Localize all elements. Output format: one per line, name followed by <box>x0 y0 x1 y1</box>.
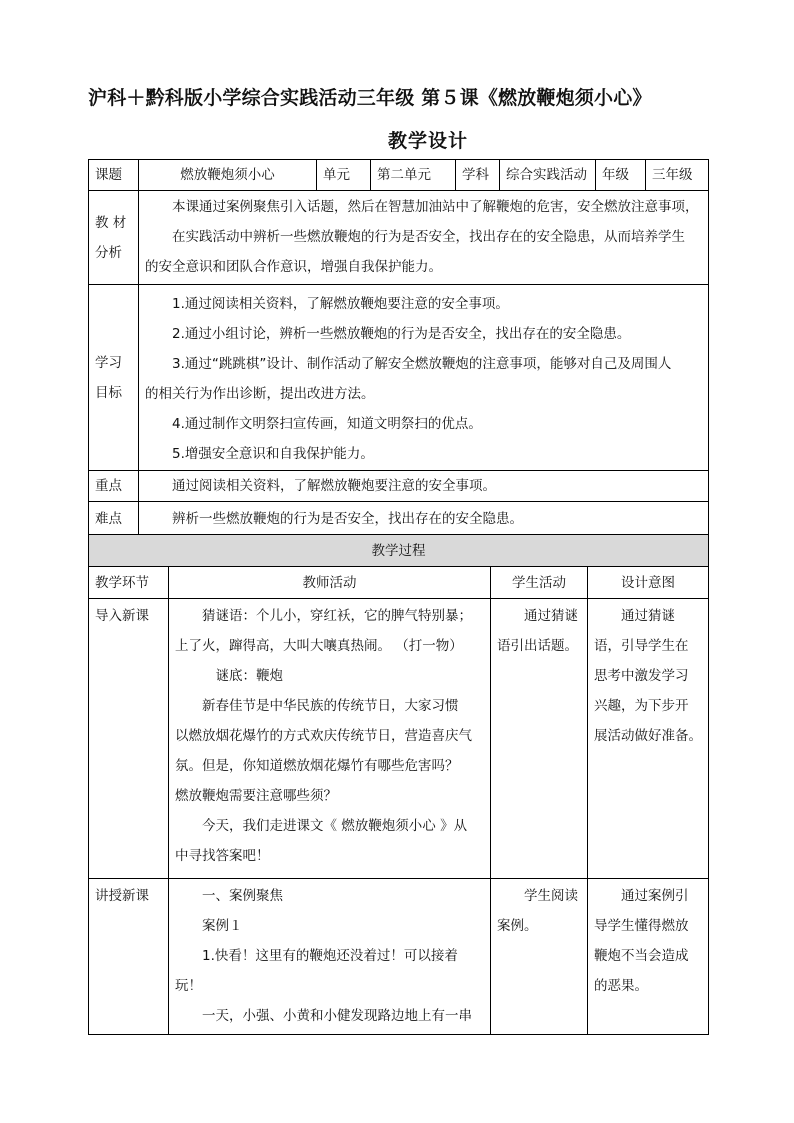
intent-line: 展活动做好准备。 <box>594 728 702 744</box>
student-cell <box>491 879 588 1035</box>
subject-value: 综合实践活动 <box>500 160 596 191</box>
col-stage-header: 教学环节 <box>89 567 169 599</box>
table-row <box>89 599 709 879</box>
document-title: 沪科＋黔科版小学综合实践活动三年级 第５课《燃放鞭炮须小心》 <box>88 87 652 109</box>
goals-label <box>89 285 139 471</box>
subject-label: 学科 <box>456 160 500 191</box>
table-row <box>89 879 709 1035</box>
goal-line: 5.增强安全意识和自我保护能力。 <box>172 446 374 462</box>
analysis-text <box>139 191 709 285</box>
teacher-line: 谜底：鞭炮 <box>215 668 283 684</box>
teacher-cell <box>169 879 491 1035</box>
intent-line: 通过案例引 <box>621 888 689 904</box>
analysis-label-line2: 分析 <box>95 244 122 261</box>
col-student-header: 学生活动 <box>491 567 588 599</box>
intent-cell <box>588 599 709 879</box>
analysis-line: 本课通过案例聚焦引入话题，然后在智慧加油站中了解鞭炮的危害，安全燃放注意事项， <box>172 199 699 215</box>
intent-line: 语，引导学生在 <box>594 638 689 654</box>
teacher-line: 案例１ <box>202 918 243 934</box>
intent-line: 的恶果。 <box>594 978 648 994</box>
teacher-line: 一天，小强、小黄和小健发现路边地上有一串 <box>202 1008 472 1024</box>
unit-value: 第二单元 <box>371 160 456 191</box>
goal-line: 4.通过制作文明祭扫宣传画，知道文明祭扫的优点。 <box>172 416 482 432</box>
grade-label: 年级 <box>596 160 646 191</box>
teacher-line: 今天，我们走进课文《 燃放鞭炮须小心 》从 <box>202 818 468 834</box>
intent-line: 思考中激发学习 <box>594 668 689 684</box>
col-teacher-header: 教师活动 <box>169 567 491 599</box>
stage-cell: 讲授新课 <box>89 879 169 1035</box>
teacher-line: 猜谜语：个儿小，穿红袄，它的脾气特别暴； <box>202 608 472 624</box>
intent-line: 鞭炮不当会造成 <box>594 948 689 964</box>
intent-line: 导学生懂得燃放 <box>594 918 689 934</box>
analysis-label <box>89 191 139 285</box>
goals-label-line1: 学习 <box>95 354 122 371</box>
student-line: 案例。 <box>497 918 538 934</box>
teacher-line: 上了火，蹿得高，大叫大嚷真热闹。 （打一物） <box>175 638 463 654</box>
col-intent-header: 设计意图 <box>588 567 709 599</box>
difficulty-text: 辨析一些燃放鞭炮的行为是否安全，找出存在的安全隐患。 <box>139 502 709 536</box>
teacher-cell <box>169 599 491 879</box>
goal-line: 的相关行为作出诊断，提出改进方法。 <box>145 386 375 402</box>
analysis-label-line1: 教 材 <box>95 214 127 231</box>
goals-label-line2: 目标 <box>95 384 122 401</box>
key-text: 通过阅读相关资料，了解燃放鞭炮要注意的安全事项。 <box>139 471 709 502</box>
teacher-line: 新春佳节是中华民族的传统节日，大家习惯 <box>202 698 459 714</box>
teacher-line: 氛。但是，你知道燃放烟花爆竹有哪些危害吗？ <box>175 758 459 774</box>
analysis-line: 的安全意识和团队合作意识，增强自我保护能力。 <box>145 259 442 275</box>
goals-text <box>139 285 709 471</box>
difficulty-label: 难点 <box>89 502 139 536</box>
course-value: 燃放鞭炮须小心 <box>139 160 317 191</box>
goal-line: 2.通过小组讨论，辨析一些燃放鞭炮的行为是否安全，找出存在的安全隐患。 <box>172 326 631 342</box>
student-line: 通过猜谜 <box>524 608 578 624</box>
document-subtitle: 教学设计 <box>388 130 469 152</box>
goal-line: 1.通过阅读相关资料，了解燃放鞭炮要注意的安全事项。 <box>172 296 509 312</box>
teacher-line: 玩！ <box>175 978 202 994</box>
goal-line: 3.通过“跳跳棋”设计、制作活动了解安全燃放鞭炮的注意事项，能够对自己及周围人 <box>172 356 672 372</box>
unit-label: 单元 <box>317 160 371 191</box>
intent-line: 兴趣，为下步开 <box>594 698 689 714</box>
teacher-line: 燃放鞭炮需要注意哪些须？ <box>175 788 337 804</box>
intent-line: 通过猜谜 <box>621 608 675 624</box>
teaching-process-table <box>88 534 709 1035</box>
student-cell <box>491 599 588 879</box>
teacher-line: 中寻找答案吧！ <box>175 848 270 864</box>
process-header: 教学过程 <box>89 535 709 567</box>
teacher-line: 以燃放烟花爆竹的方式欢庆传统节日，营造喜庆气 <box>175 728 472 744</box>
student-line: 学生阅读 <box>524 888 578 904</box>
teacher-line: 一、案例聚焦 <box>202 888 283 904</box>
student-line: 语引出话题。 <box>497 638 578 654</box>
teacher-line: 1.快看！这里有的鞭炮还没着过！可以接着 <box>202 948 458 964</box>
key-label: 重点 <box>89 471 139 502</box>
lesson-info-table <box>88 159 709 536</box>
analysis-line: 在实践活动中辨析一些燃放鞭炮的行为是否安全，找出存在的安全隐患，从而培养学生 <box>172 229 685 245</box>
course-label: 课题 <box>89 160 139 191</box>
intent-cell <box>588 879 709 1035</box>
grade-value: 三年级 <box>646 160 709 191</box>
stage-cell: 导入新课 <box>89 599 169 879</box>
